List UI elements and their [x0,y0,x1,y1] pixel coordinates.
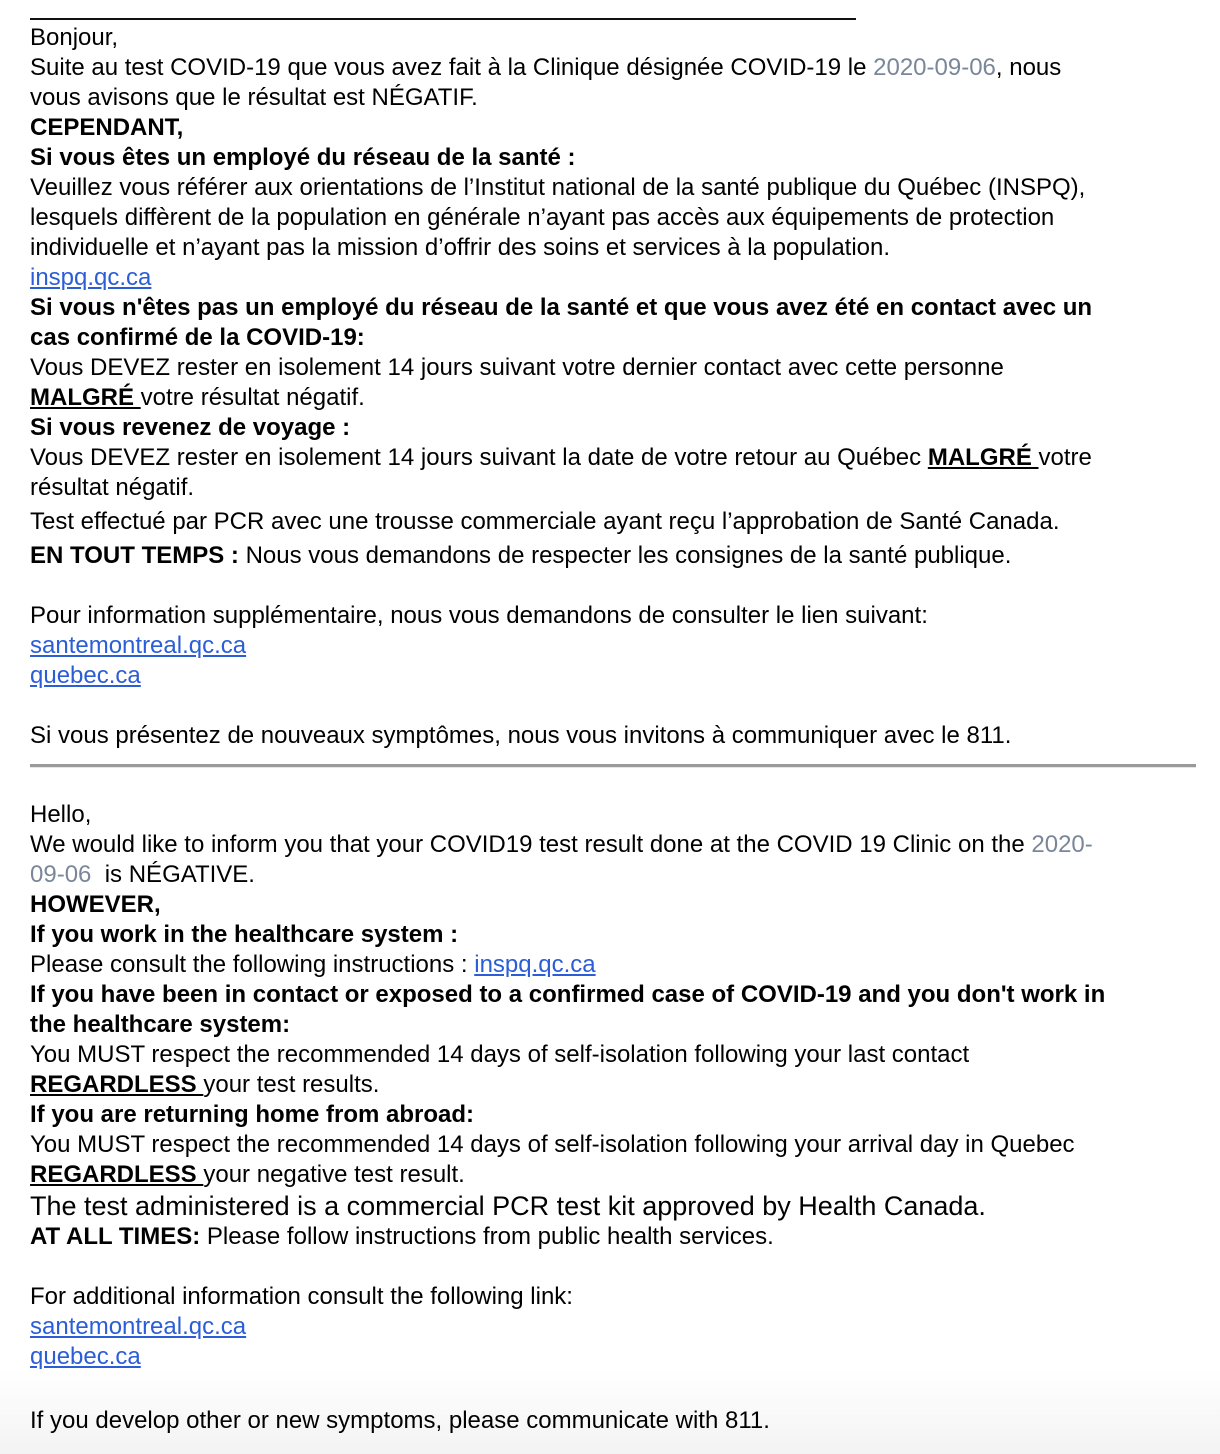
fr-greeting: Bonjour, [30,24,119,51]
fr-employee-text-3: individuelle et n’ayant pas la mission d’offrir des soins et services à la population. [30,234,891,261]
fr-inspq-link[interactable]: inspq.qc.ca [30,264,152,291]
fr-test-date: 2020-09-06 [873,54,996,81]
fr-intro-line1 [30,53,1205,83]
en-abroad-tail: your negative test result. [203,1161,465,1188]
en-intro-text: We would like to inform you that your COVID19 test result done at the COVID 19 Clinic on the [30,831,1032,858]
fr-more-info: Pour information supplémentaire, nous vous demandons de consulter le lien suivant: [30,602,928,629]
en-intro-line1 [30,830,1205,860]
en-always-label: AT ALL TIMES: [30,1223,201,1250]
fr-santemontreal-link[interactable]: santemontreal.qc.ca [30,632,247,659]
en-quebec-link[interactable]: quebec.ca [30,1343,141,1370]
fr-travel-text-1 [30,443,1205,473]
en-intro-tail: is NÉGATIVE. [91,861,255,888]
en-santemontreal-link[interactable]: santemontreal.qc.ca [30,1313,247,1340]
language-divider [30,764,1196,768]
en-contact-heading-2: the healthcare system: [30,1011,291,1038]
fr-travel-text: Vous DEVEZ rester en isolement 14 jours suivant la date de votre retour au Québec [30,444,928,471]
fr-intro-tail: , nous [995,54,1062,81]
fr-contact-heading-1: Si vous n'êtes pas un employé du réseau de la santé et que vous avez été en contact avec un [30,294,1093,321]
fr-intro-text: Suite au test COVID-19 que vous avez fait à la Clinique désignée COVID-19 le [30,54,874,81]
fr-always-text: Nous vous demandons de respecter les consignes de la santé publique. [238,542,1012,569]
en-however-heading: HOWEVER, [30,891,161,918]
fr-travel-tail: votre [1038,444,1092,471]
english-message [30,800,1205,1436]
en-always-text: Please follow instructions from public health services. [200,1223,774,1250]
en-health-text [30,950,1205,980]
en-contact-text-2 [30,1070,1205,1100]
en-abroad-emphasis: REGARDLESS [30,1161,204,1188]
en-inspq-link[interactable]: inspq.qc.ca [474,951,596,978]
fr-always-label: EN TOUT TEMPS : [30,542,239,569]
en-contact-tail: your test results. [203,1071,380,1098]
en-test-date-part2: 09-06 [30,861,92,888]
en-health-instructions: Please consult the following instructions : [30,951,475,978]
fr-contact-tail: votre résultat négatif. [140,384,365,411]
fr-travel-emphasis: MALGRÉ [927,444,1039,471]
fr-contact-heading-2: cas confirmé de la COVID-19: [30,324,365,351]
en-intro-line2 [30,860,1205,890]
en-contact-emphasis: REGARDLESS [30,1071,204,1098]
en-symptoms-note: If you develop other or new symptoms, please communicate with 811. [30,1407,770,1434]
en-abroad-text-1: You MUST respect the recommended 14 days of self-isolation following your arrival day in Quebec [30,1131,1075,1158]
top-separator-line [30,18,856,20]
fr-symptoms-note: Si vous présentez de nouveaux symptômes, nous vous invitons à communiquer avec le 811. [30,722,1012,749]
fr-travel-text-2: résultat négatif. [30,474,195,501]
fr-quebec-link[interactable]: quebec.ca [30,662,141,689]
fr-employee-text-2: lesquels diffèrent de la population en générale n’ayant pas accès aux équipements de protection [30,204,1055,231]
fr-intro-line2: vous avisons que le résultat est NÉGATIF. [30,84,478,111]
en-test-date-part1: 2020- [1031,831,1093,858]
french-message [30,23,1205,751]
fr-travel-heading: Si vous revenez de voyage : [30,414,351,441]
fr-contact-text-2 [30,383,1205,413]
en-abroad-text-2 [30,1160,1205,1190]
fr-employee-text-1: Veuillez vous référer aux orientations de l’Institut national de la santé publique du Québec (INSPQ), [30,174,1086,201]
fr-contact-emphasis: MALGRÉ [30,384,141,411]
fr-always-line [30,541,1205,571]
en-abroad-heading: If you are returning home from abroad: [30,1101,475,1128]
en-always-line [30,1222,1205,1252]
fr-employee-heading: Si vous êtes un employé du réseau de la santé : [30,144,576,171]
fr-however-heading: CEPENDANT, [30,114,184,141]
en-greeting: Hello, [30,801,92,828]
en-more-info: For additional information consult the following link: [30,1283,573,1310]
en-health-heading: If you work in the healthcare system : [30,921,459,948]
fr-pcr-note: Test effectué par PCR avec une trousse commerciale ayant reçu l’approbation de Santé Canada. [30,508,1060,535]
en-contact-heading-1: If you have been in contact or exposed to a confirmed case of COVID-19 and you don't work in [30,981,1106,1008]
en-pcr-note: The test administered is a commercial PCR test kit approved by Health Canada. [30,1191,986,1221]
en-contact-text-1: You MUST respect the recommended 14 days of self-isolation following your last contact [30,1041,970,1068]
fr-contact-text-1: Vous DEVEZ rester en isolement 14 jours suivant votre dernier contact avec cette personne [30,354,1004,381]
